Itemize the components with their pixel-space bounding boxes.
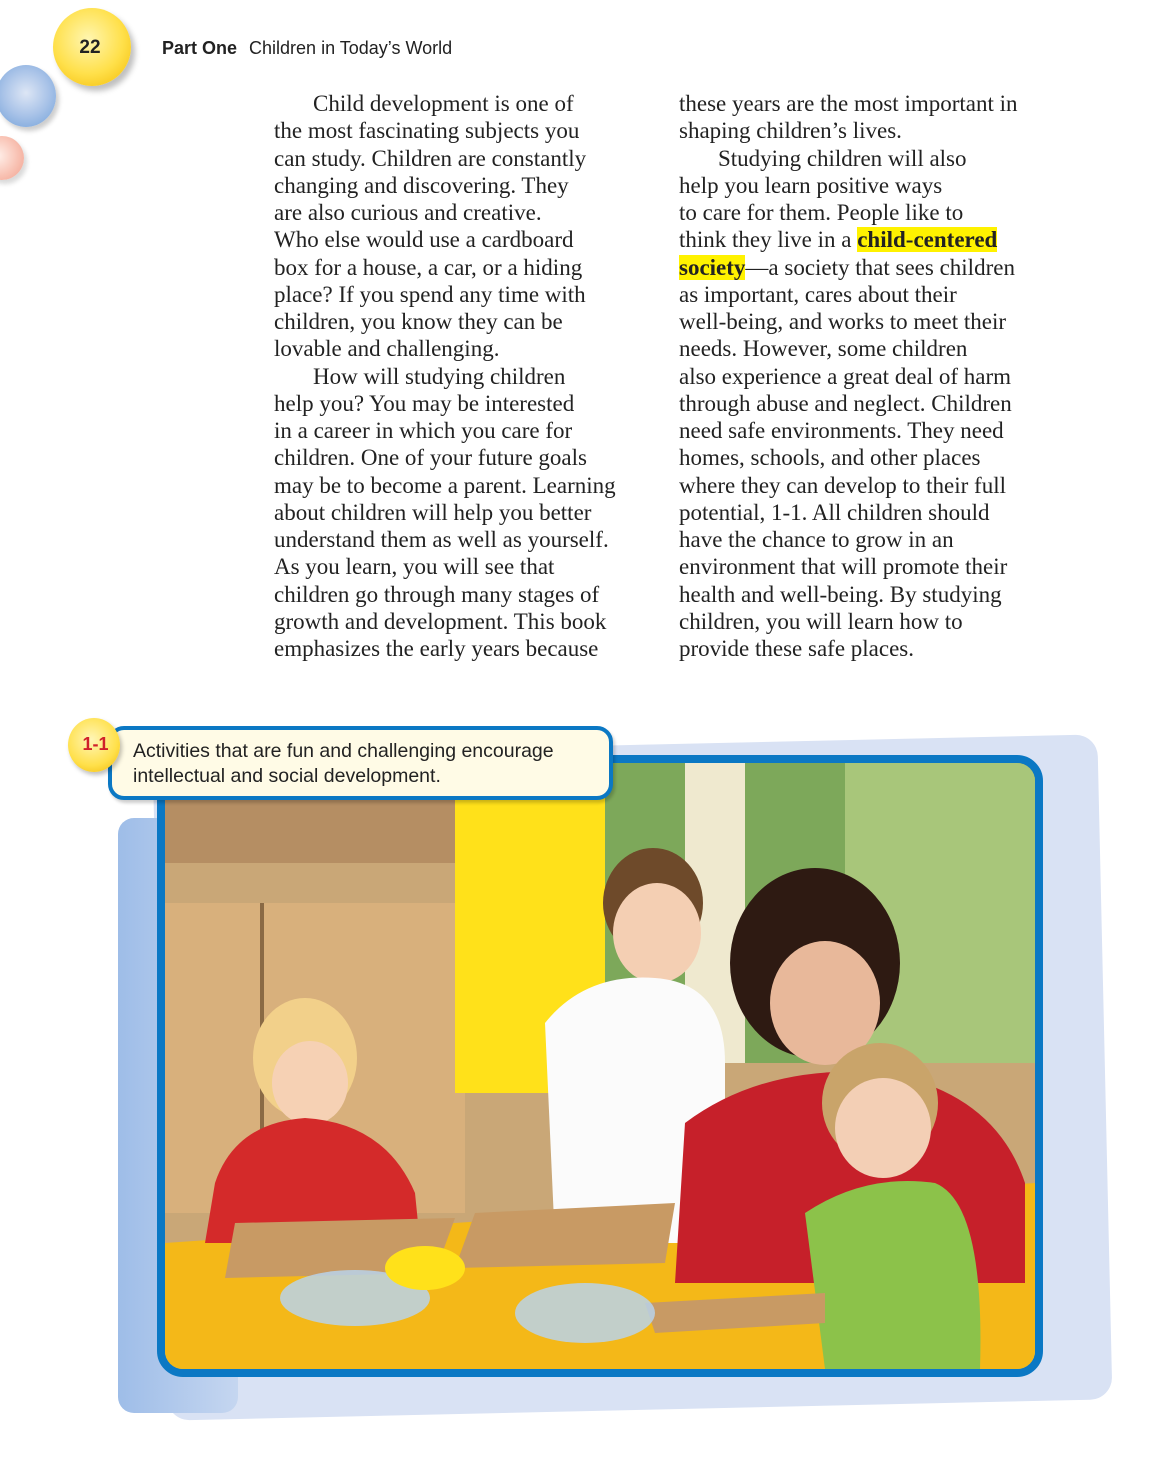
- text-column-right: [679, 90, 1018, 662]
- text-segment: Child development is one of: [313, 91, 574, 116]
- text-line: [679, 117, 1018, 144]
- text-line: [274, 444, 616, 471]
- text-line: [274, 281, 616, 308]
- text-line: [274, 199, 616, 226]
- text-segment: to care for them. People like to: [679, 200, 964, 225]
- text-segment: need safe environments. They need: [679, 418, 1004, 443]
- text-segment: needs. However, some children: [679, 336, 968, 362]
- text-segment: also experience a great deal of harm: [679, 363, 1012, 389]
- text-segment: children, you will learn how to: [679, 608, 963, 634]
- text-segment: help you learn positive ways: [679, 172, 943, 198]
- text-line: [274, 145, 616, 172]
- text-line: [274, 526, 616, 553]
- text-segment: are also curious and creative.: [274, 200, 542, 225]
- chapter-title: Children in Today’s World: [249, 38, 453, 58]
- text-line: [679, 390, 1018, 417]
- part-label: Part One: [162, 38, 238, 58]
- text-line: [679, 90, 1018, 117]
- text-segment: place? If you spend any time with: [274, 281, 586, 307]
- text-segment: may be to become a parent. Learning: [274, 472, 616, 498]
- text-segment: help you? You may be interested: [274, 390, 575, 416]
- text-segment: provide these safe places.: [679, 636, 915, 661]
- text-line: [274, 226, 616, 253]
- text-segment: shaping children’s lives.: [679, 118, 902, 144]
- text-line: [679, 608, 1018, 635]
- text-segment: environment that will promote their: [679, 554, 1008, 580]
- running-header: [162, 38, 452, 59]
- text-segment: lovable and challenging.: [274, 336, 500, 362]
- text-segment: think they live in a: [679, 227, 858, 253]
- text-line: [274, 363, 616, 390]
- text-segment: As you learn, you will see that: [274, 554, 555, 580]
- caption-line: intellectual and social development.: [133, 765, 441, 787]
- text-line: [679, 172, 1018, 199]
- text-line: [679, 226, 1018, 253]
- text-line: [274, 472, 616, 499]
- text-segment: children. One of your future goals: [274, 445, 587, 471]
- text-line: [679, 308, 1018, 335]
- text-line: [274, 635, 616, 662]
- figure-photo: [157, 755, 1043, 1377]
- text-segment: Who else would use a cardboard: [274, 227, 574, 253]
- text-segment: as important, cares about their: [679, 281, 957, 307]
- text-segment: well-being, and works to meet their: [679, 309, 1007, 334]
- figure-number: 1-1: [82, 734, 109, 754]
- text-line: [679, 199, 1018, 226]
- text-line: [274, 254, 616, 281]
- text-column-left: [274, 90, 616, 662]
- text-line: [679, 145, 1018, 172]
- text-segment: through abuse and neglect. Children: [679, 390, 1012, 416]
- text-segment: box for a house, a car, or a hiding: [274, 254, 583, 280]
- text-line: [679, 254, 1018, 281]
- text-line: [679, 526, 1018, 553]
- text-segment: health and well-being. By studying: [679, 581, 1002, 607]
- text-line: [274, 172, 616, 199]
- figure-caption: [133, 739, 554, 789]
- page-number: 22: [79, 37, 101, 58]
- text-segment: homes, schools, and other places: [679, 445, 981, 471]
- key-term-highlight: child-centered: [857, 227, 998, 253]
- text-segment: can study. Children are constantly: [274, 145, 587, 171]
- text-segment: growth and development. This book: [274, 608, 607, 634]
- text-segment: understand them as well as yourself.: [274, 527, 609, 552]
- text-line: [274, 499, 616, 526]
- decorative-pink-ball: [0, 136, 24, 180]
- text-segment: children go through many stages of: [274, 581, 600, 607]
- text-line: [679, 335, 1018, 362]
- text-segment: —a society that sees children: [745, 254, 1015, 280]
- caption-line: Activities that are fun and challenging encourage: [133, 740, 554, 762]
- key-term-highlight: society: [679, 254, 746, 280]
- text-line: [679, 444, 1018, 471]
- text-segment: in a career in which you care for: [274, 418, 573, 443]
- text-segment: the most fascinating subjects you: [274, 118, 580, 144]
- decorative-blue-ball: [0, 65, 56, 127]
- text-line: [274, 335, 616, 362]
- text-line: [679, 281, 1018, 308]
- text-line: [274, 553, 616, 580]
- text-line: [274, 90, 616, 117]
- text-segment: where they can develop to their full: [679, 472, 1006, 498]
- text-line: [274, 608, 616, 635]
- text-segment: changing and discovering. They: [274, 172, 569, 198]
- text-segment: have the chance to grow in an: [679, 527, 954, 552]
- text-line: [274, 417, 616, 444]
- text-segment: potential, 1-1. All children should: [679, 499, 990, 525]
- text-line: [679, 499, 1018, 526]
- text-segment: Studying children will also: [718, 145, 967, 171]
- text-line: [679, 635, 1018, 662]
- text-line: [679, 363, 1018, 390]
- text-line: [274, 390, 616, 417]
- text-segment: children, you know they can be: [274, 309, 563, 334]
- text-segment: How will studying children: [313, 363, 566, 389]
- text-line: [679, 472, 1018, 499]
- children-playing-photo: [165, 763, 1035, 1369]
- text-line: [679, 581, 1018, 608]
- text-segment: emphasizes the early years because: [274, 636, 599, 661]
- text-line: [679, 417, 1018, 444]
- text-line: [274, 117, 616, 144]
- text-segment: these years are the most important in: [679, 91, 1018, 116]
- text-line: [679, 553, 1018, 580]
- text-line: [274, 581, 616, 608]
- text-segment: about children will help you better: [274, 499, 592, 525]
- text-line: [274, 308, 616, 335]
